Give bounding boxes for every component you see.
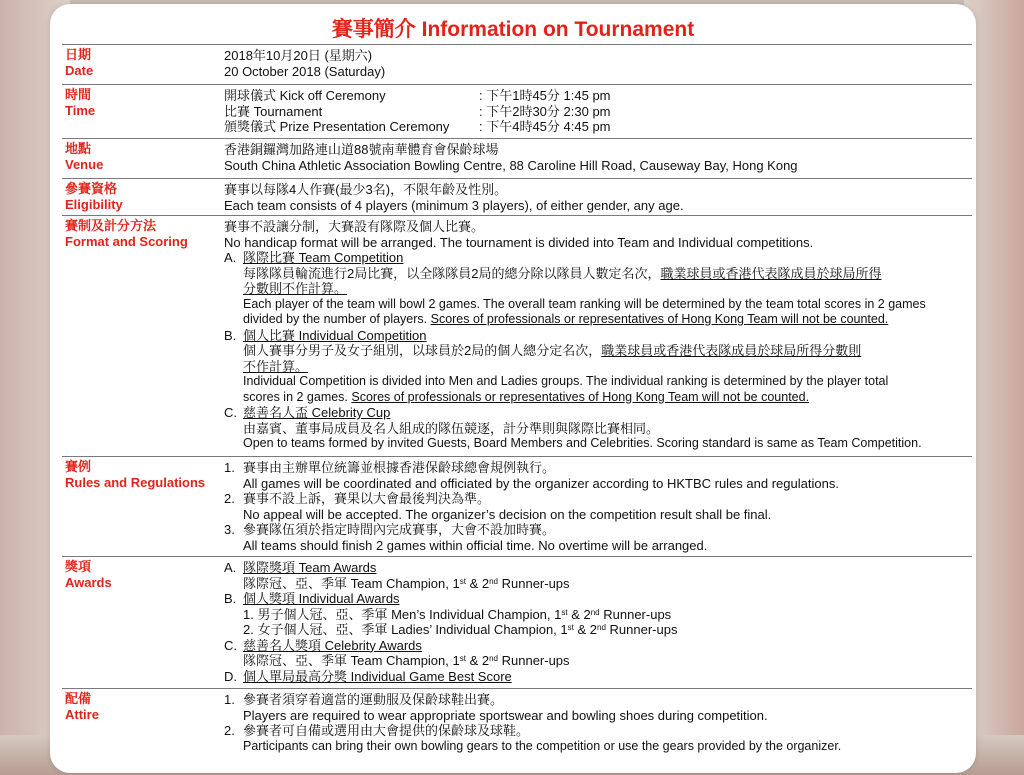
section-content	[224, 560, 972, 684]
section-label	[65, 141, 230, 172]
section-label	[65, 691, 230, 722]
time-value: : 下午2時30分 2:30 pm	[479, 103, 611, 119]
label-en: Eligibility	[65, 196, 123, 212]
time-value: : 下午1時45分 1:45 pm	[479, 88, 611, 103]
section-label	[65, 459, 230, 490]
text: Runner-ups	[599, 606, 672, 622]
section-label	[65, 181, 230, 212]
text: 賽事不設上訴，賽果以大會最後判決為準。	[243, 491, 491, 506]
subsection-title: 隊際獎項 Team Awards	[243, 560, 377, 575]
list-marker: 1.	[224, 460, 235, 475]
text: & 2	[573, 622, 597, 637]
section-content	[224, 88, 972, 135]
rule-item	[224, 491, 972, 507]
rule-item	[224, 460, 972, 476]
eligibility-zh: 賽事以每隊4人作賽(最少3名)，不限年齡及性別。	[224, 182, 508, 197]
ordinal: st	[567, 623, 574, 632]
text: Runner-ups	[605, 622, 678, 637]
text-line: Participants can bring their own bowling gears to the competition or use the gears provided by the organizer.	[243, 738, 842, 753]
time-event: 比賽 Tournament	[224, 103, 323, 119]
section-eligibility	[62, 178, 972, 215]
text: 隊際冠、亞、季軍 Team Champion, 1	[243, 653, 460, 668]
team-awards-heading	[224, 560, 972, 576]
list-marker: 3.	[224, 522, 235, 537]
text: Runner-ups	[498, 653, 570, 668]
section-content	[224, 48, 972, 79]
subsection-title: 個人獎項 Individual Awards	[243, 591, 400, 606]
section-content	[224, 142, 972, 173]
time-event: 頒獎儀式 Prize Presentation Ceremony	[224, 119, 450, 134]
time-row	[224, 88, 972, 104]
section-date	[62, 44, 972, 84]
text: & 2	[465, 653, 490, 668]
celebrity-cup-heading	[224, 405, 972, 421]
text: scores in 2 games.	[243, 389, 352, 404]
section-content	[224, 460, 972, 553]
section-time	[62, 84, 972, 138]
section-awards	[62, 556, 972, 688]
underlined-text: 分數則不作計算。	[243, 281, 348, 296]
underlined-text: 職業球員或香港代表隊成員於球局所得分數則	[601, 343, 862, 358]
subsection-title: 個人單局最高分獎 Individual Game Best Score	[243, 668, 512, 684]
award-line	[224, 653, 972, 669]
text: Runner-ups	[498, 575, 570, 591]
text-line: All games will be coordinated and officiated by the organizer according to HKTBC rules and regulations.	[243, 475, 839, 491]
text: 1. 男子個人冠、亞、季軍 Men’s Individual Champion, 1	[243, 606, 562, 622]
award-line	[224, 607, 972, 623]
celebrity-awards-heading	[224, 638, 972, 654]
text: 參賽者須穿着適當的運動服及保齡球鞋出賽。	[243, 692, 504, 707]
label-zh: 配備	[65, 691, 92, 706]
award-line	[224, 576, 972, 592]
ordinal: st	[459, 576, 466, 586]
label-zh: 地點	[65, 141, 92, 156]
list-marker: C.	[224, 637, 237, 653]
time-event: 開球儀式 Kick off Ceremony	[224, 88, 386, 103]
time-row	[224, 104, 972, 120]
list-marker: 1.	[224, 692, 235, 707]
section-rules	[62, 456, 972, 556]
list-marker: 2.	[224, 723, 235, 738]
list-marker: 2.	[224, 491, 235, 506]
label-zh: 獎項	[65, 559, 92, 574]
label-zh: 時間	[65, 87, 92, 102]
text-line: Individual Competition is divided into Men and Ladies groups. The individual ranking is determined by the player total	[243, 374, 889, 388]
list-marker: B.	[224, 591, 237, 606]
ordinal: nd	[489, 654, 498, 663]
attire-item	[224, 723, 972, 739]
individual-awards-heading	[224, 591, 972, 607]
attire-item	[224, 692, 972, 708]
section-label	[65, 87, 230, 118]
subsection-title: 慈善名人獎項 Celebrity Awards	[243, 637, 422, 653]
section-content	[224, 692, 972, 754]
section-content	[224, 182, 972, 213]
text-line	[224, 266, 972, 282]
text-line	[224, 281, 972, 297]
list-marker: A.	[224, 560, 237, 575]
venue-zh: 香港銅鑼灣加路連山道88號南華體育會保齡球場	[224, 142, 499, 157]
ordinal: st	[561, 607, 568, 617]
label-zh: 賽例	[65, 459, 92, 474]
text: 參賽隊伍須於指定時間內完成賽事，大會不設加時賽。	[243, 522, 556, 537]
section-format	[62, 215, 972, 456]
label-en: Awards	[65, 574, 112, 590]
section-venue	[62, 138, 972, 178]
section-attire	[62, 688, 972, 759]
eligibility-en: Each team consists of 4 players (minimum 3 players), of either gender, any age.	[224, 197, 684, 213]
section-label	[65, 47, 230, 78]
ordinal: nd	[590, 607, 600, 617]
subsection-title: 個人比賽 Individual Competition	[243, 327, 427, 343]
text-line: Open to teams formed by invited Guests, Board Members and Celebrities. Scoring standard is same as Team Competition.	[243, 436, 922, 450]
subsection-title: 慈善名人盃 Celebrity Cup	[243, 405, 391, 420]
underlined-text: 不作計算。	[243, 358, 309, 374]
section-label	[65, 559, 230, 590]
text-line: 由嘉賓、董事局成員及名人組成的隊伍競逐，計分準則與隊際比賽相同。	[243, 420, 660, 436]
label-zh: 日期	[65, 47, 92, 62]
text-line: Each player of the team will bowl 2 games. The overall team ranking will be determined by the team total scores in 2 games	[243, 296, 926, 311]
text: & 2	[465, 575, 490, 591]
time-value: : 下午4時45分 4:45 pm	[479, 119, 611, 134]
text-line: No appeal will be accepted. The organizer’s decision on the competition result shall be final.	[243, 506, 772, 522]
text: 參賽者可自備或選用由大會提供的保齡球及球鞋。	[243, 723, 530, 738]
award-line	[224, 622, 972, 638]
underlined-text: Scores of professionals or representatives of Hong Kong Team will not be counted.	[351, 389, 810, 404]
individual-competition-heading	[224, 328, 972, 344]
underlined-text: 職業球員或香港代表隊成員於球局所得	[660, 265, 882, 281]
list-marker: B.	[224, 327, 237, 343]
underlined-text: Scores of professionals or representatives of Hong Kong Team will not be counted.	[430, 312, 889, 326]
label-zh: 參賽資格	[65, 181, 118, 196]
text-line	[224, 312, 972, 328]
list-marker: A.	[224, 250, 237, 265]
text: 2. 女子個人冠、亞、季軍 Ladies’ Individual Champion, 1	[243, 622, 568, 637]
label-en: Date	[65, 62, 94, 78]
text-line: Players are required to wear appropriate sportswear and bowling shoes during competition.	[243, 707, 768, 723]
text-line	[224, 343, 972, 359]
text-line	[224, 359, 972, 375]
rule-item	[224, 522, 972, 538]
label-zh: 賽制及計分方法	[65, 218, 157, 233]
text: 個人賽事分男子及女子組別，以球員於2局的個人總分定名次，	[243, 343, 602, 358]
ordinal: nd	[489, 576, 498, 586]
text: 每隊隊員輪流進行2局比賽，以全隊隊員2局的總分除以隊員人數定名次，	[243, 265, 661, 281]
text: 隊際冠、亞、季軍 Team Champion, 1	[243, 575, 460, 591]
subsection-title: 隊際比賽 Team Competition	[243, 250, 404, 265]
format-intro-en: No handicap format will be arranged. The tournament is divided into Team and Individual competitions.	[224, 234, 814, 250]
text-line: All teams should finish 2 games within official time. No overtime will be arranged.	[243, 537, 708, 553]
page-title: 賽事簡介 Information on Tournament	[331, 18, 695, 41]
section-label	[65, 218, 230, 249]
section-content	[224, 219, 972, 452]
time-row	[224, 119, 972, 135]
label-en: Rules and Regulations	[65, 474, 206, 490]
date-en: 20 October 2018 (Saturday)	[224, 63, 386, 79]
list-marker: D.	[224, 668, 237, 684]
text-line	[224, 390, 972, 406]
text: & 2	[567, 606, 591, 622]
label-en: Venue	[65, 156, 104, 172]
label-en: Attire	[65, 706, 99, 722]
best-score-heading	[224, 669, 972, 685]
team-competition-heading	[224, 250, 972, 266]
venue-en: South China Athletic Association Bowling Centre, 88 Caroline Hill Road, Causeway Bay, Hong Kong	[224, 157, 798, 173]
date-zh: 2018年10月20日 (星期六)	[224, 48, 373, 63]
info-card	[50, 4, 976, 773]
text: divided by the number of players.	[243, 312, 431, 326]
text: 賽事由主辦單位統籌並根據香港保齡球總會規例執行。	[243, 460, 556, 475]
label-en: Format and Scoring	[65, 233, 188, 249]
label-en: Time	[65, 102, 96, 118]
ordinal: nd	[597, 623, 606, 632]
ordinal: st	[459, 654, 466, 663]
list-marker: C.	[224, 405, 237, 420]
format-intro-zh: 賽事不設讓分制，大賽設有隊際及個人比賽。	[224, 219, 485, 234]
